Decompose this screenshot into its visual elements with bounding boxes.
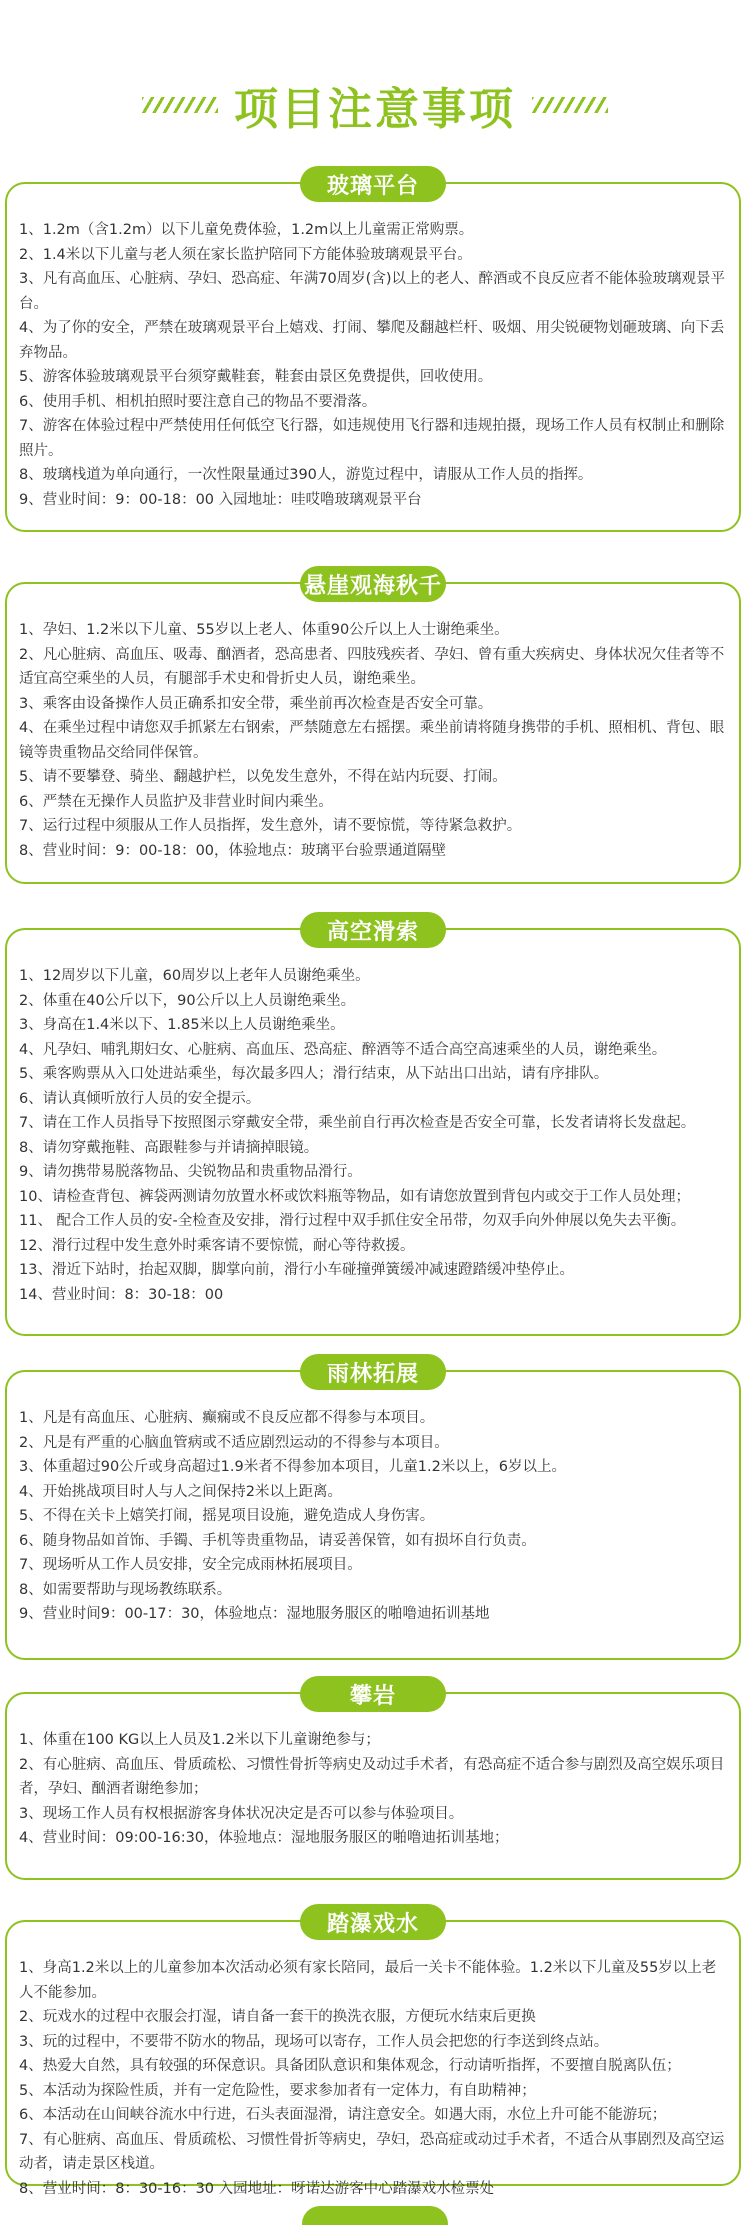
rule-item: 2、凡是有严重的心脑血管病或不适应剧烈运动的不得参与本项目。 [19, 1434, 449, 1451]
page-title: 项目注意事项 [234, 84, 516, 135]
rule-item: 4、开始挑战项目时人与人之间保持2米以上距离。 [19, 1483, 342, 1500]
rule-item: 1、孕妇、1.2米以下儿童、55岁以上老人、体重90公斤以上人士谢绝乘坐。 [19, 622, 509, 638]
rule-item: 7、请在工作人员指导下按照图示穿戴安全带，乘坐前自行再次检查是否安全可靠，长发者请将长发盘起。 [19, 1115, 696, 1131]
rule-item: 5、请不要攀登、骑坐、翻越护栏，以免发生意外，不得在站内玩耍、打闹。 [19, 769, 507, 785]
rule-item: 8、营业时间：9：00-18：00，体验地点：玻璃平台验票通道隔壁 [19, 842, 447, 859]
rule-item: 9、营业时间9：00-17：30，体验地点：湿地服务服区的啪噜迪拓训基地 [19, 1606, 490, 1622]
section-waterfall-play [5, 1911, 741, 2197]
rule-item: 3、体重超过90公斤或身高超过1.9米者不得参加本项目，儿童1.2米以上，6岁以上。 [19, 1459, 567, 1475]
rule-item: 11、 配合工作人员的安-全检查及安排，滑行过程中双手抓住安全吊带，勿双手向外伸展以免失去平衡。 [19, 1213, 686, 1229]
rule-item: 6、使用手机、相机拍照时要注意自己的物品不要滑落。 [19, 393, 377, 410]
rule-item: 14、营业时间：8：30-18：00 [19, 1286, 224, 1303]
rule-item: 9、营业时间：9：00-18：00 入园地址：哇哎噜玻璃观景平台 [19, 491, 422, 508]
rule-item: 8、营业时间：8：30-16：30 入园地址：呀诺达游客中心踏瀑戏水检票处 [19, 2180, 495, 2197]
rule-item: 5、乘客购票从入口处进站乘坐，每次最多四人；滑行结束，从下站出口出站，请有序排队。 [19, 1066, 609, 1082]
rule-item: 12、滑行过程中发生意外时乘客请不要惊慌，耐心等待救援。 [19, 1237, 415, 1254]
rule-item: 4、在乘坐过程中请您双手抓紧左右钢索，严禁随意左右摇摆。乘坐前请将随身携带的手机、照相机、背包、眼镜等贵重物品交给同伴保管。 [19, 720, 725, 761]
rule-item: 6、严禁在无操作人员监护及非营业时间内乘坐。 [19, 793, 333, 810]
rule-item: 1、体重在100 KG以上人员及1.2米以下儿童谢绝参与； [19, 1732, 380, 1748]
next-section-pill-fragment [302, 2206, 448, 2225]
rule-item: 7、有心脏病、高血压、骨质疏松、习惯性骨折等病史，孕妇，恐高症或动过手术者，不适合从事剧烈及高空运动者，请走景区栈道。 [19, 2131, 725, 2172]
rule-item: 2、凡心脏病、高血压、吸毒、酗酒者，恐高患者、四肢残疾者、孕妇、曾有重大疾病史、身体状况欠佳者等不适宜高空乘坐的人员，有腿部手术史和骨折史人员，谢绝乘坐。 [19, 646, 725, 687]
section-glass-platform [5, 173, 741, 532]
rule-item: 1、1.2m（含1.2m）以下儿童免费体验，1.2m以上儿童需正常购票。 [19, 222, 474, 238]
rule-item: 10、请检查背包、裤袋两测请勿放置水杯或饮料瓶等物品，如有请您放置到背包内或交于工作人员处理； [19, 1188, 690, 1205]
rule-item: 7、现场听从工作人员安排，安全完成雨林拓展项目。 [19, 1557, 362, 1573]
rule-item: 5、游客体验玻璃观景平台须穿戴鞋套，鞋套由景区免费提供，回收使用。 [19, 369, 493, 385]
rule-item: 3、玩的过程中，不要带不防水的物品，现场可以寄存，工作人员会把您的行李送到终点站。 [19, 2033, 609, 2050]
rules-list [7, 1922, 739, 2201]
rule-item: 2、有心脏病、高血压、骨质疏松、习惯性骨折等病史及动过手术者，有恐高症不适合参与剧烈及高空娱乐项目者，孕妇、酗酒者谢绝参加； [19, 1756, 725, 1797]
rule-item: 2、1.4米以下儿童与老人须在家长监护陪同下方能体验玻璃观景平台。 [19, 246, 472, 263]
rule-item: 6、本活动在山间峡谷流水中行进，石头表面湿滑，请注意安全。如遇大雨，水位上升可能不能游玩； [19, 2107, 667, 2123]
rule-item: 2、体重在40公斤以下，90公斤以上人员谢绝乘坐。 [19, 992, 356, 1009]
section-cliff-swing [5, 573, 741, 884]
section-title: 玻璃平台 [300, 166, 446, 202]
section-title: 攀岩 [300, 1676, 446, 1712]
rule-item: 2、玩戏水的过程中衣服会打湿，请自备一套干的换洗衣服，方便玩水结束后更换 [19, 2009, 536, 2025]
rule-item: 6、请认真倾听放行人员的安全提示。 [19, 1090, 261, 1107]
rule-item: 13、滑近下站时，抬起双脚，脚掌向前，滑行小车碰撞弹簧缓冲减速蹬踏缓冲垫停止。 [19, 1262, 574, 1278]
rule-item: 5、不得在关卡上嬉笑打闹，摇晃项目设施，避免造成人身伤害。 [19, 1508, 435, 1524]
rule-item: 7、运行过程中须服从工作人员指挥，发生意外，请不要惊慌，等待紧急救护。 [19, 818, 522, 834]
rule-item: 4、为了你的安全，严禁在玻璃观景平台上嬉戏、打闹、攀爬及翻越栏杆、吸烟、用尖锐硬物划砸玻璃、向下丢弃物品。 [19, 320, 725, 361]
rule-item: 4、凡孕妇、哺乳期妇女、心脏病、高血压、恐高症、醉酒等不适合高空高速乘坐的人员，谢绝乘坐。 [19, 1041, 667, 1058]
right-hatch-decoration [532, 97, 608, 113]
rules-list [7, 1372, 739, 1627]
section-title: 高空滑索 [300, 912, 446, 948]
rules-list [7, 584, 739, 863]
rule-item: 9、请勿携带易脱落物品、尖锐物品和贵重物品滑行。 [19, 1164, 362, 1180]
rule-item: 1、12周岁以下儿童，60周岁以上老年人员谢绝乘坐。 [19, 968, 370, 984]
rule-item: 8、如需要帮助与现场教练联系。 [19, 1581, 232, 1598]
rule-item: 6、随身物品如首饰、手镯、手机等贵重物品，请妥善保管，如有损坏自行负责。 [19, 1532, 536, 1549]
left-hatch-decoration [142, 97, 218, 113]
section-title: 踏瀑戏水 [300, 1904, 446, 1940]
rules-list [7, 1694, 739, 1851]
rule-item: 1、凡是有高血压、心脏病、癫痫或不良反应都不得参与本项目。 [19, 1410, 435, 1426]
rule-item: 4、营业时间：09:00-16:30，体验地点：湿地服务服区的啪噜迪拓训基地； [19, 1830, 509, 1846]
rules-list [7, 930, 739, 1307]
rule-item: 8、请勿穿戴拖鞋、高跟鞋参与并请摘掉眼镜。 [19, 1139, 319, 1156]
main-header [0, 70, 750, 140]
section-title: 悬崖观海秋千 [300, 566, 446, 602]
rule-item: 5、本活动为探险性质，并有一定危险性，要求参加者有一定体力，有自助精神； [19, 2082, 536, 2099]
rule-item: 3、乘客由设备操作人员正确系扣安全带，乘坐前再次检查是否安全可靠。 [19, 695, 493, 712]
rule-item: 3、现场工作人员有权根据游客身体状况决定是否可以参与体验项目。 [19, 1805, 464, 1822]
rules-list [7, 184, 739, 512]
rule-item: 1、身高1.2米以上的儿童参加本次活动必须有家长陪同，最后一关卡不能体验。1.2米以下儿童及55岁以上老人不能参加。 [19, 1960, 717, 2001]
rule-item: 7、游客在体验过程中严禁使用任何低空飞行器，如违规使用飞行器和违规拍摄，现场工作人员有权制止和删除照片。 [19, 418, 725, 459]
rule-item: 8、玻璃栈道为单向通行，一次性限量通过390人，游览过程中，请服从工作人员的指挥。 [19, 467, 593, 483]
section-title: 雨林拓展 [300, 1354, 446, 1390]
rule-item: 3、凡有高血压、心脏病、孕妇、恐高症、年满70周岁(含)以上的老人、醉酒或不良反应者不能体验玻璃观景平台。 [19, 271, 725, 312]
section-zipline [5, 919, 741, 1336]
rule-item: 3、身高在1.4米以下、1.85米以上人员谢绝乘坐。 [19, 1017, 345, 1033]
section-rock-climbing [5, 1683, 741, 1880]
section-rainforest-outreach [5, 1361, 741, 1660]
rule-item: 4、热爱大自然，具有较强的环保意识。具备团队意识和集体观念，行动请听指挥，不要擅自脱离队伍； [19, 2058, 681, 2074]
